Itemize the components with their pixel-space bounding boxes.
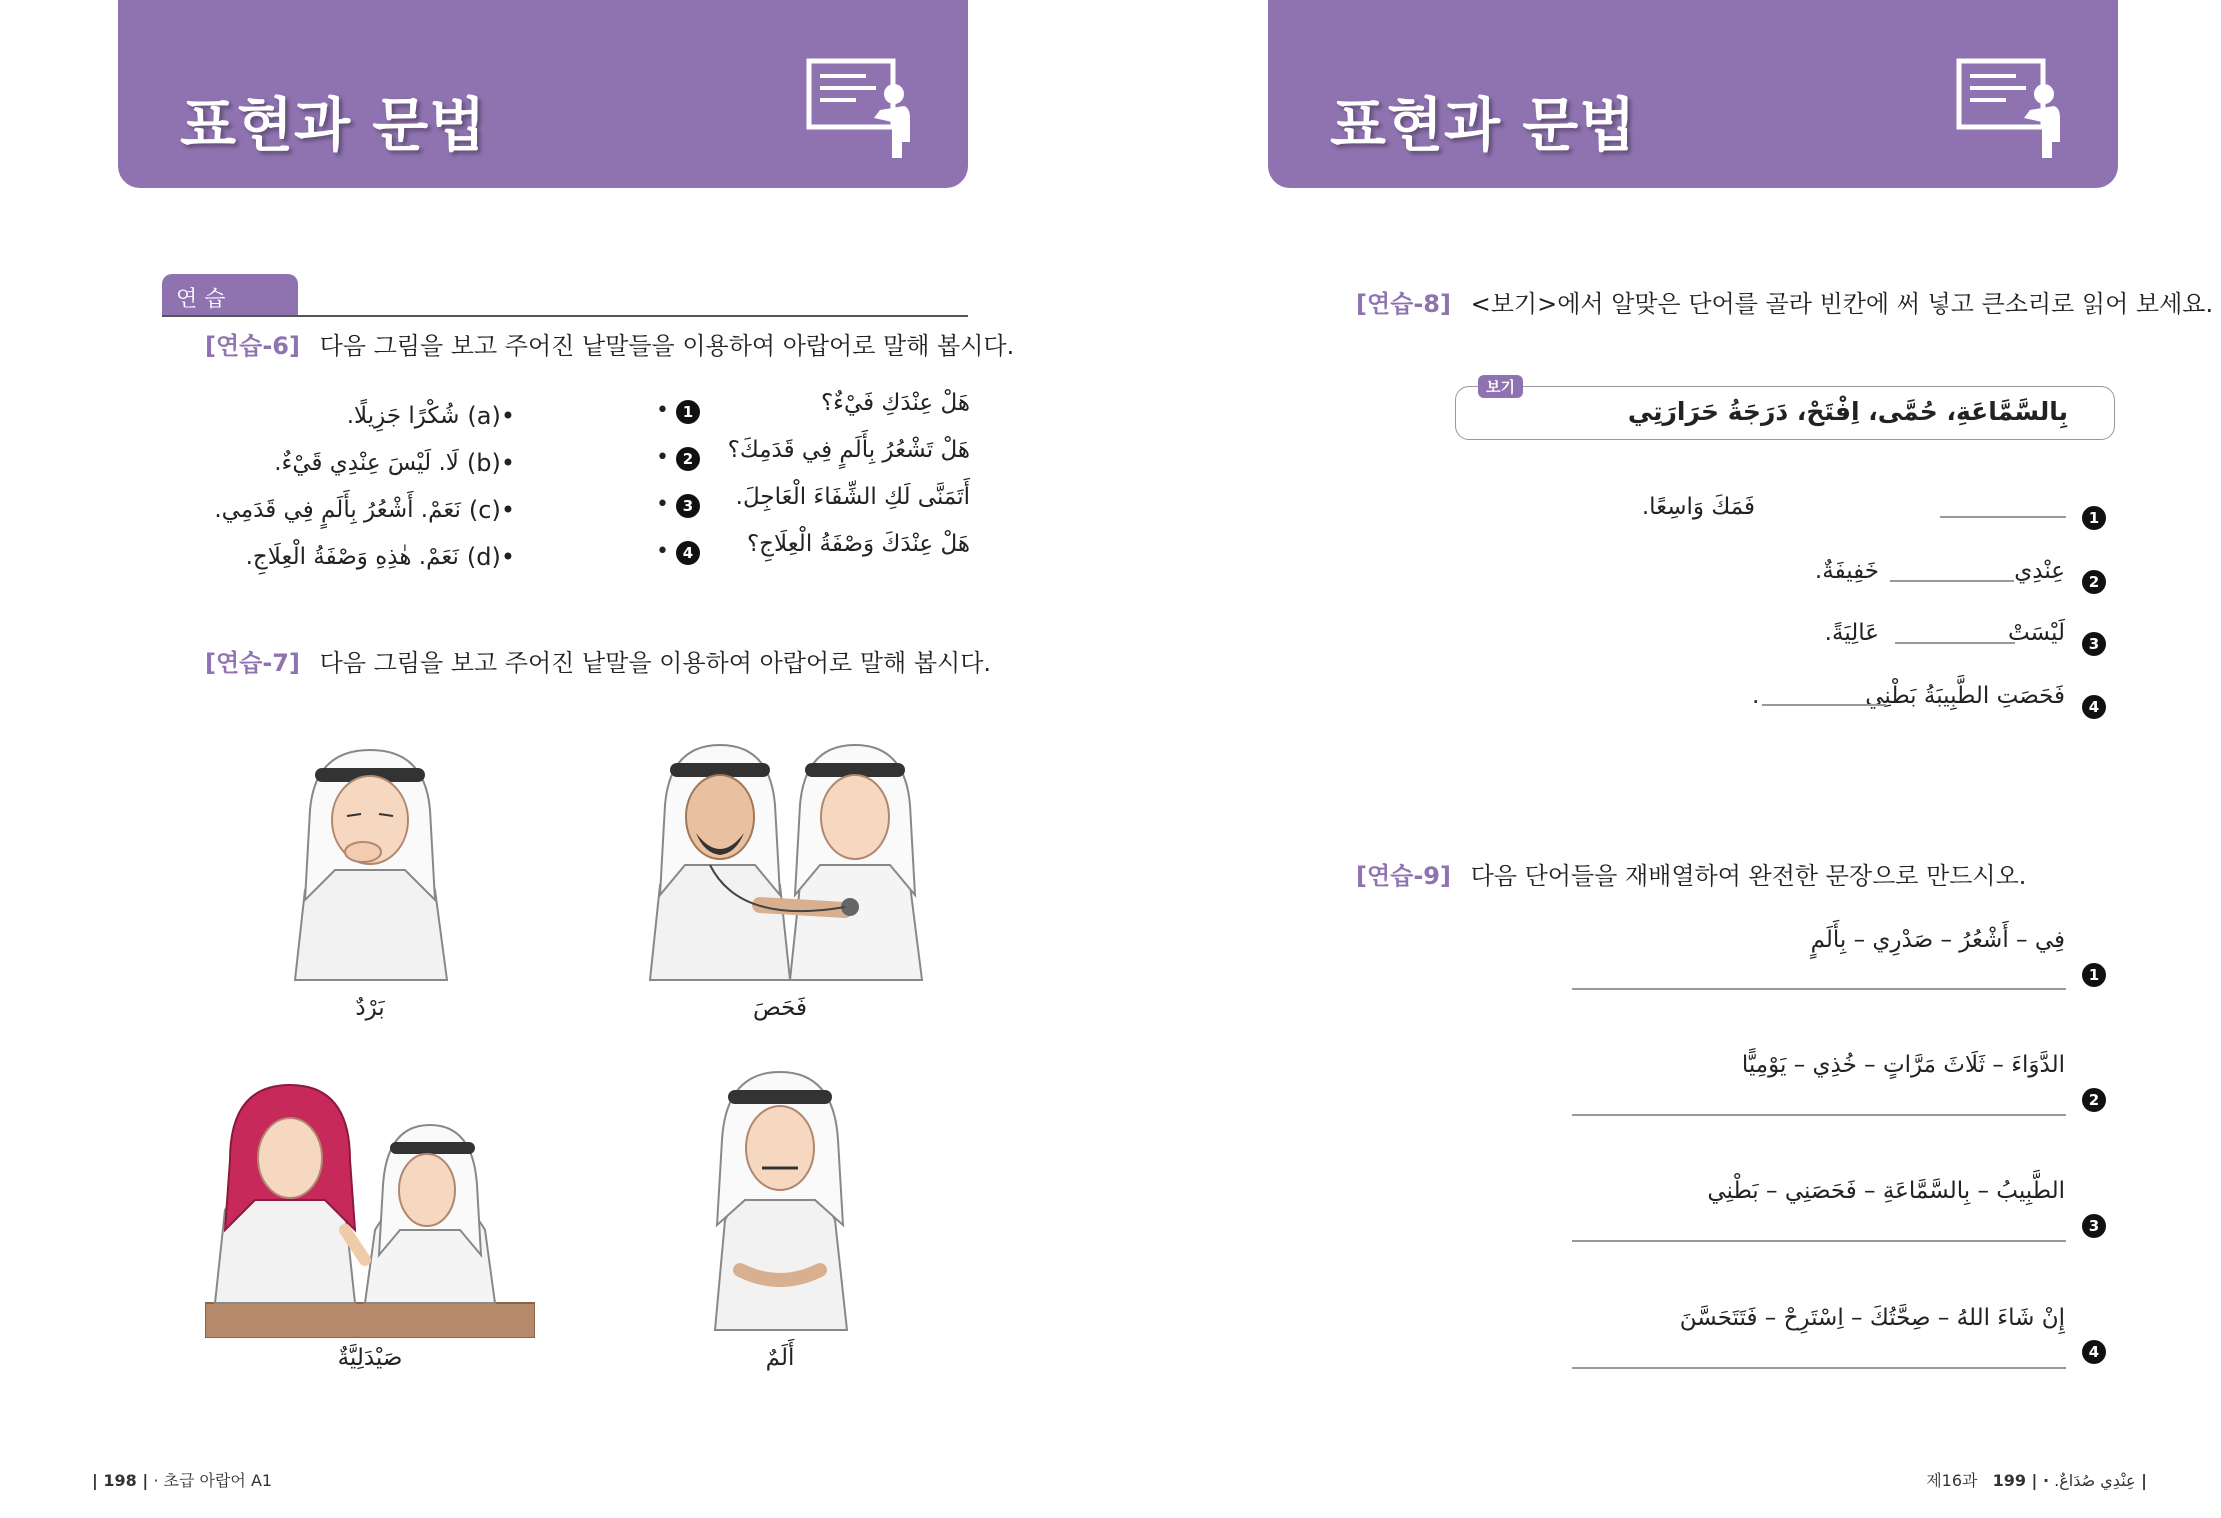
right-banner	[1268, 0, 2118, 188]
illustration-pain-man	[700, 1060, 860, 1335]
presentation-board-icon	[1956, 58, 2066, 160]
ex8-label: [연습-8]	[1356, 290, 1451, 318]
example-box	[1455, 378, 2115, 440]
practice-tag	[162, 274, 298, 316]
ex6-answer-d: نَعَمْ. هٰذِهِ وَصْفَةُ الْعِلَاجِ. (d)•	[245, 542, 515, 571]
ex8-num-4: 4	[2082, 695, 2106, 719]
right-lesson-title: 제16과 عِنْدِي صُدَاعٌ.	[1926, 1471, 2136, 1490]
ex6-answer-c: نَعَمْ. أَشْعُرُ بِأَلَمٍ فِي قَدَمِي. (c)•	[214, 495, 515, 524]
ex8-item-1-left: فَمَكَ وَاسِعًا.	[1641, 494, 1755, 520]
ex6-heading	[205, 326, 1014, 361]
illustration-doctor-exam	[640, 735, 940, 985]
ex8-num-1: 1	[2082, 506, 2106, 530]
presentation-board-icon	[806, 58, 916, 160]
ex9-answer-line-1[interactable]	[1572, 988, 2066, 990]
ex9-instruction: 다음 단어들을 재배열하여 완전한 문장으로 만드시오.	[1470, 862, 2027, 890]
left-banner	[118, 0, 968, 188]
ex6-question-2: هَلْ تَشْعُرُ بِأَلَمٍ فِي قَدَمِكَ؟	[727, 437, 970, 463]
caption-examine: فَحَصَ	[752, 995, 808, 1021]
right-banner-title: 표현과 문법	[1330, 91, 1637, 159]
ex9-answer-line-2[interactable]	[1572, 1114, 2066, 1116]
ex9-num-3: 3	[2082, 1214, 2106, 1238]
ex6-instruction: 다음 그림을 보고 주어진 낱말들을 이용하여 아랍어로 말해 봅시다.	[319, 332, 1015, 360]
right-footer	[1926, 1468, 2147, 1491]
illustration-cold-man	[275, 740, 465, 985]
ex9-answer-line-4[interactable]	[1572, 1367, 2066, 1369]
right-page-number: · | 199 |	[1992, 1471, 2147, 1490]
ex9-num-4: 4	[2082, 1340, 2106, 1364]
ex9-num-2: 2	[2082, 1088, 2106, 1112]
ex9-item-4: إِنْ شَاءَ اللهُ – صِحَّتُكَ – اِسْتَرِحْ – فَتَتَحَسَّنَ	[1679, 1305, 2065, 1331]
ex8-item-3-left: عَالِيَةً.	[1824, 620, 1879, 646]
ex6-num-1: • 1	[656, 398, 700, 445]
ex8-instruction: <보기>에서 알맞은 단어를 골라 빈칸에 써 넣고 큰소리로 읽어 보세요.	[1470, 290, 2214, 318]
ex6-num-2: • 2	[656, 445, 700, 492]
ex9-label: [연습-9]	[1356, 862, 1451, 890]
ex9-item-1: فِي – أَشْعُرُ – صَدْرِي – بِأَلَمٍ	[1810, 927, 2065, 953]
example-box-words: بِالسَّمَّاعَةِ، حُمَّى، اِفْتَحْ، دَرَجَةُ حَرَارَتِي	[1627, 397, 2068, 426]
ex8-item-4-left: .	[1752, 683, 1760, 709]
ex7-instruction: 다음 그림을 보고 주어진 낱말을 이용하여 아랍어로 말해 봅시다.	[319, 649, 992, 677]
ex6-answer-b: لَا. لَيْسَ عِنْدِي قَيْءٌ. (b)•	[274, 448, 515, 477]
ex6-num-3: • 3	[656, 492, 700, 539]
ex8-blank-1	[1940, 516, 2066, 518]
ex7-label: [연습-7]	[205, 649, 300, 677]
caption-cold: بَرْدٌ	[355, 995, 385, 1021]
ex8-item-2-left: خَفِيفَةٌ.	[1814, 558, 1879, 584]
ex6-question-1: هَلْ عِنْدَكِ فَيْءٌ؟	[820, 390, 970, 416]
ex8-heading	[1356, 284, 2213, 319]
ex8-blank-3	[1895, 642, 2015, 644]
caption-pain: أَلَمٌ	[765, 1345, 795, 1371]
ex8-item-2-right: عِنْدِي	[2014, 558, 2065, 584]
left-banner-title: 표현과 문법	[180, 91, 487, 159]
ex9-item-2: الدَّوَاءَ – ثَلَاثَ مَرَّاتٍ – خُذِي – يَوْمِيًّا	[1741, 1052, 2065, 1078]
ex8-blank-4	[1762, 704, 1886, 706]
caption-pharmacy: صَيْدَلِيَّةٌ	[337, 1345, 403, 1371]
ex6-questions	[727, 390, 970, 578]
ex8-item-3-right: لَيْسَتْ	[2007, 620, 2065, 646]
ex8-blank-2	[1890, 580, 2014, 582]
ex6-question-3: أَتَمَنَّى لَكِ الشِّفَاءَ الْعَاجِلَ.	[735, 484, 970, 510]
ex8-num-2: 2	[2082, 570, 2106, 594]
left-page-number: | 198 |	[92, 1471, 149, 1490]
left-footer	[92, 1468, 272, 1491]
ex9-item-3: الطَّبِيبُ – بِالسَّمَّاعَةِ – فَحَصَنِي – بَطْنِي	[1707, 1178, 2065, 1204]
left-book-title: · 초급 아랍어 A1	[153, 1471, 273, 1490]
ex6-label: [연습-6]	[205, 332, 300, 360]
example-box-tag: 보기	[1478, 375, 1523, 398]
ex9-num-1: 1	[2082, 963, 2106, 987]
ex6-numbers	[656, 398, 700, 586]
ex9-heading	[1356, 856, 2026, 891]
illustration-pharmacy	[205, 1080, 535, 1338]
ex7-heading	[205, 643, 991, 678]
ex8-item-4-right: فَحَصَتِ الطَّبِيبَةُ بَطْنِي	[1865, 683, 2065, 709]
ex8-num-3: 3	[2082, 632, 2106, 656]
ex6-answers	[214, 392, 515, 580]
ex6-answer-a: شُكْرًا جَزِيلًا. (a)•	[346, 401, 515, 430]
practice-tag-label: 연 습	[176, 287, 226, 312]
ex9-answer-line-3[interactable]	[1572, 1240, 2066, 1242]
ex6-question-4: هَلْ عِنْدَكَ وَصْفَةُ الْعِلَاجِ؟	[746, 531, 970, 557]
tag-underline	[162, 315, 968, 317]
ex6-num-4: • 4	[656, 539, 700, 586]
